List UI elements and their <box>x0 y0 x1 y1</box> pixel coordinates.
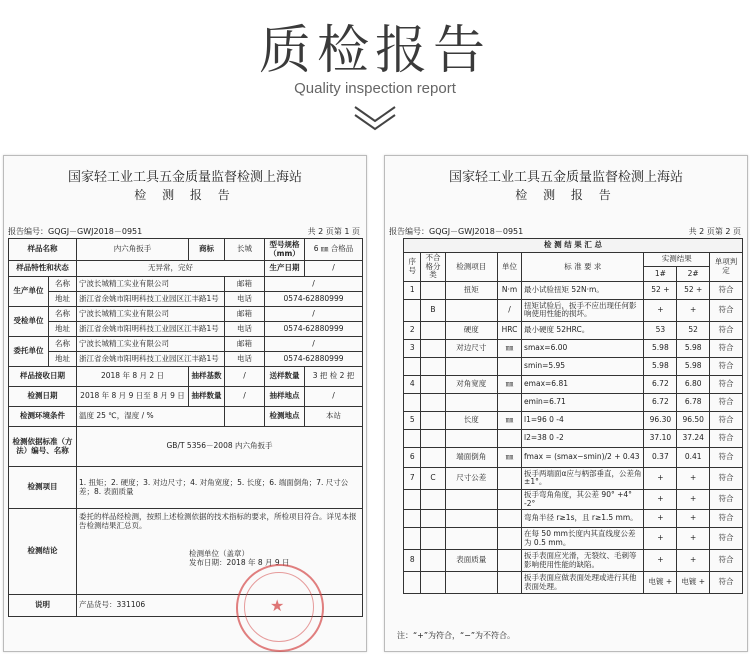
label: 生产日期 <box>265 261 305 277</box>
table-row <box>404 393 743 411</box>
value: 本站 <box>305 407 363 427</box>
table-cell-cat <box>421 447 445 467</box>
table-cell-item: 扭矩 <box>445 281 497 299</box>
table-cell-req: fmax = (smax−smin)/2 + 0.43 <box>522 447 644 467</box>
table-cell-judge: 符合 <box>710 357 743 375</box>
label: 名称 <box>49 277 77 292</box>
organization-name: 国家轻工业工具五金质量监督检测上海站 <box>448 170 683 185</box>
value: 浙江省余姚市阳明科技工业园区江丰路1号 <box>77 292 225 307</box>
value: 0574-62880999 <box>265 292 363 307</box>
table-cell-item: 对角宽度 <box>445 375 497 393</box>
table-cell-r2: 96.50 <box>677 411 710 429</box>
table-row <box>404 281 743 299</box>
table-cell-seq: 4 <box>404 375 421 393</box>
table-cell-judge: 符合 <box>710 299 743 321</box>
table-row <box>404 299 743 321</box>
table-cell-seq: 3 <box>404 339 421 357</box>
table-cell-unit <box>498 550 522 572</box>
label: 电话 <box>225 322 265 337</box>
table-cell-cat <box>421 429 445 447</box>
table-cell-cat <box>421 528 445 550</box>
table-cell-r1: + <box>644 510 677 528</box>
table-cell-unit: HRC <box>498 321 522 339</box>
table-cell-req: smax=6.00 <box>522 339 644 357</box>
table-cell-item <box>445 572 497 594</box>
table-cell-seq: 8 <box>404 550 421 572</box>
table-cell-cat <box>421 375 445 393</box>
table-cell-seq: 7 <box>404 467 421 489</box>
table-cell-seq: 2 <box>404 321 421 339</box>
table-cell-item <box>445 489 497 509</box>
label: 样品特性和状态 <box>9 261 77 277</box>
table-cell-unit <box>498 429 522 447</box>
table-row <box>404 489 743 509</box>
table-cell-item: 表面质量 <box>445 550 497 572</box>
value: GB/T 5356－2008 内六角扳手 <box>77 427 363 467</box>
value: 2018 年 8 月 2 日 <box>77 367 189 387</box>
column-header: 单项判定 <box>710 253 743 282</box>
label: 检测依据标准（方法）编号、名称 <box>9 427 77 467</box>
value: 产品货号：331106 <box>77 595 363 617</box>
label: 样品名称 <box>9 239 77 261</box>
value <box>225 407 265 427</box>
table-cell-judge: 符合 <box>710 281 743 299</box>
label: 名称 <box>49 307 77 322</box>
report-number: 报告编号：GQGJ－GWJ2018－0951 <box>8 227 143 236</box>
table-cell-item: 端面倒角 <box>445 447 497 467</box>
table-row <box>404 510 743 528</box>
table-cell-seq <box>404 528 421 550</box>
table-cell-r1: 37.10 <box>644 429 677 447</box>
report-page-2 <box>384 155 748 652</box>
organization-name: 国家轻工业工具五金质量监督检测上海站 <box>67 170 302 185</box>
test-unit-label: 检测单位（盖章） <box>189 549 249 559</box>
label: 检测项目 <box>9 467 77 509</box>
table-cell-req: 最小硬度 52HRC。 <box>522 321 644 339</box>
legend-note: 注：“+”为符合，“−”为不符合。 <box>397 631 515 640</box>
table-row <box>404 357 743 375</box>
table-cell-unit: ㎜ <box>498 339 522 357</box>
value: / <box>305 261 363 277</box>
table-cell-unit <box>498 510 522 528</box>
table-cell-cat <box>421 357 445 375</box>
table-cell-req: emax=6.81 <box>522 375 644 393</box>
value: 浙江省余姚市阳明科技工业园区江丰路1号 <box>77 322 225 337</box>
table-cell-cat <box>421 339 445 357</box>
value: 0574-62880999 <box>265 352 363 367</box>
table-cell-req: smin=5.95 <box>522 357 644 375</box>
table-cell-cat <box>421 411 445 429</box>
table-cell-req: 扳手表面应做表面处理或进行其他表面处理。 <box>522 572 644 594</box>
table-cell-req: 弯角半径 r≥1s，且 r≥1.5 mm。 <box>522 510 644 528</box>
value: 无异常，完好 <box>77 261 265 277</box>
value: / <box>265 337 363 352</box>
label: 电话 <box>225 292 265 307</box>
table-cell-unit <box>498 528 522 550</box>
value: / <box>305 387 363 407</box>
table-cell-req: l1=96 0 -4 <box>522 411 644 429</box>
table-cell-seq <box>404 489 421 509</box>
table-cell-r1: 5.98 <box>644 339 677 357</box>
table-cell-unit <box>498 467 522 489</box>
table-cell-judge: 符合 <box>710 321 743 339</box>
table-cell-seq <box>404 572 421 594</box>
label: 检测地点 <box>265 407 305 427</box>
table-cell-judge: 符合 <box>710 528 743 550</box>
table-cell-judge: 符合 <box>710 550 743 572</box>
table-row <box>404 321 743 339</box>
column-header: 序号 <box>404 253 421 282</box>
table-cell-cat <box>421 281 445 299</box>
table-cell-seq: 1 <box>404 281 421 299</box>
table-cell-item <box>445 393 497 411</box>
label: 检测环境条件 <box>9 407 77 427</box>
value: / <box>265 277 363 292</box>
table-cell-req: 扳手弯角角度，其公差 90° +4° -2° <box>522 489 644 509</box>
table-cell-r2: 5.98 <box>677 357 710 375</box>
label: 邮箱 <box>225 277 265 292</box>
column-header: 1# <box>644 267 677 281</box>
table-cell-judge: 符合 <box>710 429 743 447</box>
issue-date: 发布日期：2018 年 8 月 9 日 <box>189 557 290 567</box>
page-subtitle: Quality inspection report <box>294 80 456 97</box>
conclusion-text: 委托的样品经检测，按照上述检测依据的技术指标的要求，所检项目符合。详见本报告检测结果汇总页。 <box>79 512 357 530</box>
value: 0574-62880999 <box>265 322 363 337</box>
label: 商标 <box>189 239 225 261</box>
table-cell-unit <box>498 489 522 509</box>
value: 1. 扭矩；2. 硬度；3. 对边尺寸；4. 对角宽度；5. 长度；6. 端面倒角；7. 尺寸公差；8. 表面质量 <box>77 467 363 509</box>
label: 邮箱 <box>225 337 265 352</box>
table-cell-r2: + <box>677 489 710 509</box>
table-cell-seq <box>404 510 421 528</box>
label: 检测结论 <box>9 509 77 595</box>
value: 宁波长城精工实业有限公司 <box>77 307 225 322</box>
table-cell-unit <box>498 357 522 375</box>
table-cell-item <box>445 299 497 321</box>
value: 2018 年 8 月 9 日至 8 月 9 日 <box>77 387 189 407</box>
table-cell-seq <box>404 429 421 447</box>
table-cell-r2: + <box>677 528 710 550</box>
label: 地址 <box>49 292 77 307</box>
table-cell-r2: + <box>677 550 710 572</box>
table-cell-req: 扳手两端面α应与柄部垂直，公差角±1°。 <box>522 467 644 489</box>
table-cell-req: 扳手表面应光滑，无裂纹、毛刺等影响使用性能的缺陷。 <box>522 550 644 572</box>
value: 内六角扳手 <box>77 239 189 261</box>
table-cell-unit: / <box>498 299 522 321</box>
page-info: 共 2 页第 2 页 <box>688 227 741 236</box>
table-cell-req: 最小试验扭矩 52N·m。 <box>522 281 644 299</box>
table-cell-cat <box>421 321 445 339</box>
table-cell-r1: 电镀 + <box>644 572 677 594</box>
summary-title: 检 测 结 果 汇 总 <box>404 239 743 253</box>
table-cell-r1: 6.72 <box>644 375 677 393</box>
table-cell-item <box>445 429 497 447</box>
table-cell-seq <box>404 357 421 375</box>
table-cell-unit: ㎜ <box>498 411 522 429</box>
table-cell-item <box>445 357 497 375</box>
table-cell-req: 扭矩试验后，扳手不应出现任何影响使用性能的损坏。 <box>522 299 644 321</box>
value: 浙江省余姚市阳明科技工业园区江丰路1号 <box>77 352 225 367</box>
table-cell-r1: 6.72 <box>644 393 677 411</box>
seal-star-icon: ★ <box>270 596 285 615</box>
table-cell-req: 在每 50 mm长度内其直线度公差为 0.5 mm。 <box>522 528 644 550</box>
table-cell-req: emin=6.71 <box>522 393 644 411</box>
table-row <box>404 528 743 550</box>
table-cell-cat <box>421 550 445 572</box>
table-cell-item: 对边尺寸 <box>445 339 497 357</box>
table-cell-r2: 0.41 <box>677 447 710 467</box>
table-cell-r1: 5.98 <box>644 357 677 375</box>
column-header: 单位 <box>498 253 522 282</box>
value: 6 ㎜ 合格品 <box>305 239 363 261</box>
table-cell-r1: 53 <box>644 321 677 339</box>
value <box>77 509 363 595</box>
table-cell-r1: 96.30 <box>644 411 677 429</box>
label: 地址 <box>49 352 77 367</box>
value: 3 把 检 2 把 <box>305 367 363 387</box>
column-header: 2# <box>677 267 710 281</box>
table-cell-r1: + <box>644 528 677 550</box>
table-cell-r1: + <box>644 299 677 321</box>
table-cell-r2: 5.98 <box>677 339 710 357</box>
value: / <box>265 307 363 322</box>
table-cell-r2: + <box>677 467 710 489</box>
label: 委托单位 <box>9 337 49 367</box>
value: / <box>225 367 265 387</box>
label: 抽样数量 <box>189 387 225 407</box>
table-cell-item <box>445 510 497 528</box>
table-cell-seq: 5 <box>404 411 421 429</box>
table-row <box>404 411 743 429</box>
label: 说明 <box>9 595 77 617</box>
report-number: 报告编号：GQGJ－GWJ2018－0951 <box>389 227 524 236</box>
table-row <box>404 572 743 594</box>
table-cell-r1: + <box>644 489 677 509</box>
table-cell-cat <box>421 489 445 509</box>
table-cell-judge: 符合 <box>710 393 743 411</box>
table-cell-unit <box>498 393 522 411</box>
label: 地址 <box>49 322 77 337</box>
column-header: 检测项目 <box>445 253 497 282</box>
label: 送样数量 <box>265 367 305 387</box>
chevron-down-icon <box>352 104 398 132</box>
table-cell-item <box>445 528 497 550</box>
table-cell-unit <box>498 572 522 594</box>
report-page-1 <box>3 155 367 652</box>
table-row <box>404 447 743 467</box>
table-cell-r2: + <box>677 510 710 528</box>
table-cell-req: l2=38 0 -2 <box>522 429 644 447</box>
table-cell-judge: 符合 <box>710 510 743 528</box>
label: 检测日期 <box>9 387 77 407</box>
value: / <box>225 387 265 407</box>
table-cell-judge: 符合 <box>710 572 743 594</box>
table-cell-r1: 0.37 <box>644 447 677 467</box>
table-cell-r2: 6.78 <box>677 393 710 411</box>
table-cell-r2: 52 + <box>677 281 710 299</box>
table-cell-cat <box>421 393 445 411</box>
table-cell-judge: 符合 <box>710 339 743 357</box>
table-cell-judge: 符合 <box>710 375 743 393</box>
table-cell-unit: N·m <box>498 281 522 299</box>
label: 受检单位 <box>9 307 49 337</box>
table-cell-seq <box>404 299 421 321</box>
table-cell-item: 尺寸公差 <box>445 467 497 489</box>
table-cell-r1: + <box>644 550 677 572</box>
report-title: 检 测 报 告 <box>515 188 617 202</box>
results-summary-table <box>403 238 743 594</box>
label: 生产单位 <box>9 277 49 307</box>
column-header: 不合格分类 <box>421 253 445 282</box>
label: 抽样地点 <box>265 387 305 407</box>
table-row <box>404 375 743 393</box>
value: 温度 25 ℃，湿度 / % <box>77 407 225 427</box>
table-cell-r1: + <box>644 467 677 489</box>
table-cell-judge: 符合 <box>710 411 743 429</box>
value: 宁波长城精工实业有限公司 <box>77 277 225 292</box>
table-cell-r2: 6.80 <box>677 375 710 393</box>
table-cell-cat <box>421 572 445 594</box>
table-cell-unit: ㎜ <box>498 447 522 467</box>
label: 邮箱 <box>225 307 265 322</box>
table-cell-cat: B <box>421 299 445 321</box>
page-title: 质检报告 <box>258 21 491 81</box>
value: 宁波长城精工实业有限公司 <box>77 337 225 352</box>
table-cell-unit: ㎜ <box>498 375 522 393</box>
table-cell-seq <box>404 393 421 411</box>
page-info: 共 2 页第 1 页 <box>307 227 360 236</box>
label: 型号规格（mm） <box>265 239 305 261</box>
table-cell-r2: 37.24 <box>677 429 710 447</box>
table-row <box>404 429 743 447</box>
table-row <box>404 467 743 489</box>
table-cell-item: 硬度 <box>445 321 497 339</box>
table-cell-r2: 电镀 + <box>677 572 710 594</box>
table-row <box>404 550 743 572</box>
table-cell-judge: 符合 <box>710 447 743 467</box>
table-cell-judge: 符合 <box>710 467 743 489</box>
table-cell-cat <box>421 510 445 528</box>
label: 电话 <box>225 352 265 367</box>
table-cell-r2: + <box>677 299 710 321</box>
table-row <box>404 339 743 357</box>
label: 抽样基数 <box>189 367 225 387</box>
table-cell-judge: 符合 <box>710 489 743 509</box>
report-title: 检 测 报 告 <box>134 188 236 202</box>
column-header: 实测结果 <box>644 253 710 267</box>
table-cell-r2: 52 <box>677 321 710 339</box>
label: 样品接收日期 <box>9 367 77 387</box>
table-cell-seq: 6 <box>404 447 421 467</box>
table-cell-r1: 52 + <box>644 281 677 299</box>
label: 名称 <box>49 337 77 352</box>
summary-rows <box>404 281 743 593</box>
column-header: 标 准 要 求 <box>522 253 644 282</box>
report-info-table <box>8 238 363 617</box>
table-cell-cat: C <box>421 467 445 489</box>
value: 长城 <box>225 239 265 261</box>
table-cell-item: 长度 <box>445 411 497 429</box>
